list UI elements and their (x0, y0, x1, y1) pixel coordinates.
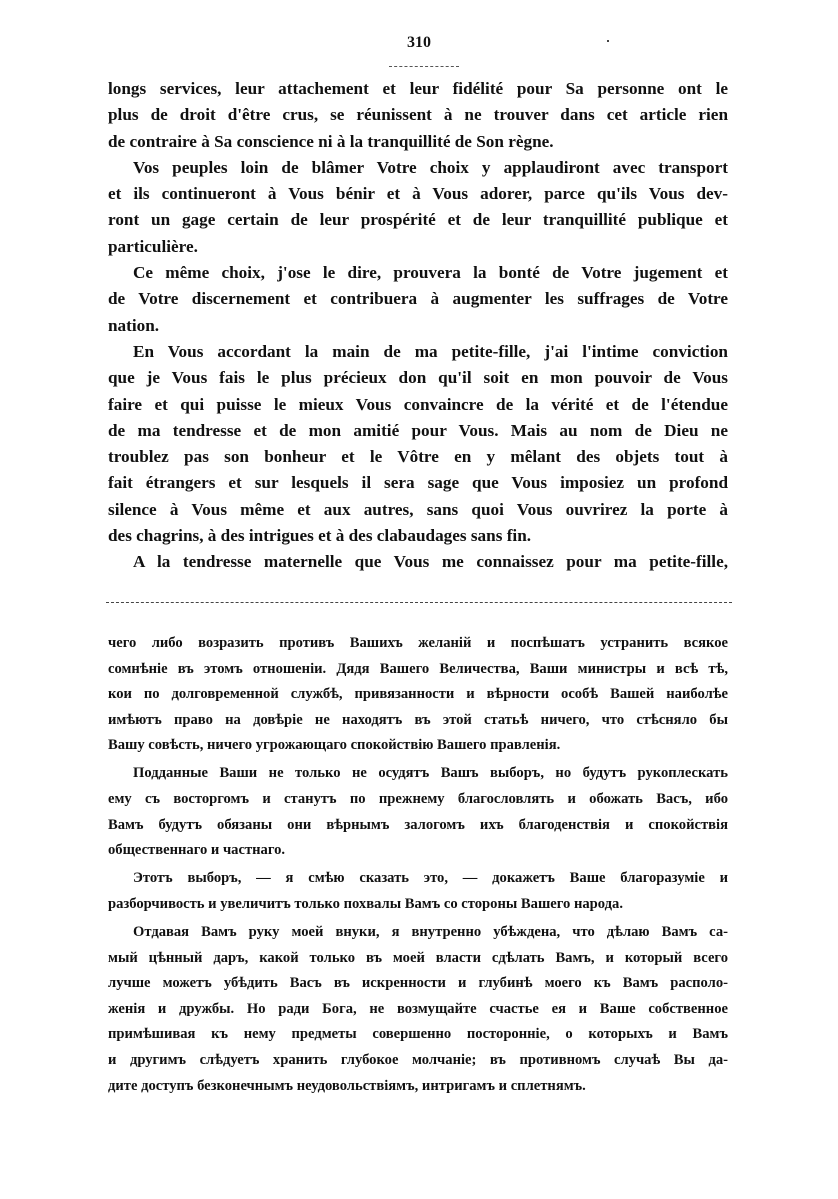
text-line: nation. (108, 315, 160, 335)
text-line: En Vous accordant la main de ma petite-fille, j'ai l'intime conviction (133, 341, 728, 361)
text-line: ему съ восторгомъ и станутъ по прежнему благословлять и обожать Васъ, ибо (108, 791, 728, 808)
text-line: имѣютъ право на довѣріе не находятъ въ этой статьѣ ничего, что стѣсняло бы (108, 711, 728, 728)
paragraph (108, 866, 728, 917)
text-line: plus de droit d'être crus, se réunissent à ne trouver dans cet article rien (108, 105, 728, 125)
text-line: de Votre discernement et contribuera à augmenter les suffrages de Votre (108, 289, 728, 309)
text-line: кои по долговременной службѣ, привязанности и вѣрности особѣ Вашей наиболѣе (108, 686, 728, 703)
paragraph (108, 339, 728, 549)
text-line: de contraire à Sa conscience ni à la tranquillité de Son règne. (108, 131, 554, 151)
text-line: и другимъ слѣдуетъ хранить глубокое молчаніе; въ противномъ случаѣ Вы да- (108, 1052, 728, 1068)
text-line: fait étrangers et sur lesquels il sera sage que Vous imposiez un profond (108, 473, 728, 493)
paragraph (108, 260, 728, 339)
text-line: Отдавая Вамъ руку моей внуки, я внутренно убѣждена, что дѣлаю Вамъ са- (133, 924, 728, 941)
paragraph (108, 761, 728, 863)
text-line: Вамъ будутъ обязаны они вѣрнымъ залогомъ ихъ благоденствія и спокойствія (108, 816, 728, 833)
paragraph (108, 549, 728, 575)
text-line: примѣшивая къ нему предметы совершенно посторонніе, о которыхъ и Вамъ (108, 1026, 728, 1043)
text-line: мый цѣнный даръ, какой только въ моей власти сдѣлать Вамъ, и который всего (108, 949, 728, 966)
paragraph (108, 76, 728, 155)
text-line: Этотъ выборъ, — я смѣю сказать это, — докажетъ Ваше благоразуміе и (133, 870, 728, 887)
text-line: Подданные Ваши не только не осудятъ Вашъ выборъ, но будутъ рукоплескать (133, 765, 728, 782)
text-line: ront un gage certain de leur prospérité et de leur tranquillité publique et (108, 210, 728, 230)
text-line: общественнаго и частнаго. (108, 842, 286, 859)
text-line: разборчивость и увеличитъ только похвалы Вамъ со стороны Вашего народа. (108, 895, 623, 912)
text-line: que je Vous fais le plus précieux don qu'il soit en mon pouvoir de Vous (108, 368, 728, 388)
text-line: дите доступъ безконечнымъ неудовольствіямъ, интригамъ и сплетнямъ. (108, 1077, 586, 1094)
text-line: longs services, leur attachement et leur fidélité pour Sa personne ont le (108, 79, 728, 98)
text-line: женія и дружбы. Но ради Бога, не возмущайте счастье ея и Ваше собственное (108, 1000, 728, 1017)
page-number-rule (389, 66, 459, 67)
print-speck (607, 40, 609, 42)
text-line: de ma tendresse et de mon amitié pour Vous. Mais au nom de Dieu ne (108, 420, 728, 440)
russian-translation (108, 631, 728, 1099)
text-line: сомнѣніе въ этомъ отношеніи. Дядя Вашего Величества, Ваши министры и всѣ тѣ, (108, 660, 728, 677)
text-line: troublez pas son bonheur et le Vôtre en y mêlant des objets tout à (108, 447, 728, 467)
text-line: Ce même choix, j'ose le dire, prouvera la bonté de Votre jugement et (133, 263, 728, 283)
paragraph (108, 920, 728, 1099)
paragraph (108, 155, 728, 260)
page-number: 310 (407, 34, 431, 51)
text-line: Vos peuples loin de blâmer Votre choix y applaudiront avec transport (133, 157, 728, 177)
french-text (108, 76, 728, 576)
paragraph (108, 631, 728, 759)
text-line: et ils continueront à Vous bénir et à Vous adorer, parce qu'ils Vous dev- (108, 184, 728, 204)
text-line: A la tendresse maternelle que Vous me connaissez pour ma petite-fille, (133, 552, 728, 572)
text-line: лучше можетъ убѣдить Васъ въ искренности и глубинѣ моего къ Вамъ располо- (108, 975, 728, 992)
text-line: particulière. (108, 236, 198, 256)
section-divider (106, 602, 732, 603)
text-line: чего либо возразить противъ Вашихъ желаній и поспѣшатъ устранить всякое (108, 635, 728, 651)
text-line: silence à Vous même et aux autres, sans quoi Vous ouvrirez la porte à (108, 499, 728, 519)
text-line: des chagrins, à des intrigues et à des clabaudages sans fin. (108, 526, 532, 546)
text-line: faire et qui puisse le mieux Vous convaincre de la vérité et de l'étendue (108, 394, 728, 414)
text-line: Вашу совѣсть, ничего угрожающаго спокойствію Вашего правленія. (108, 737, 561, 754)
